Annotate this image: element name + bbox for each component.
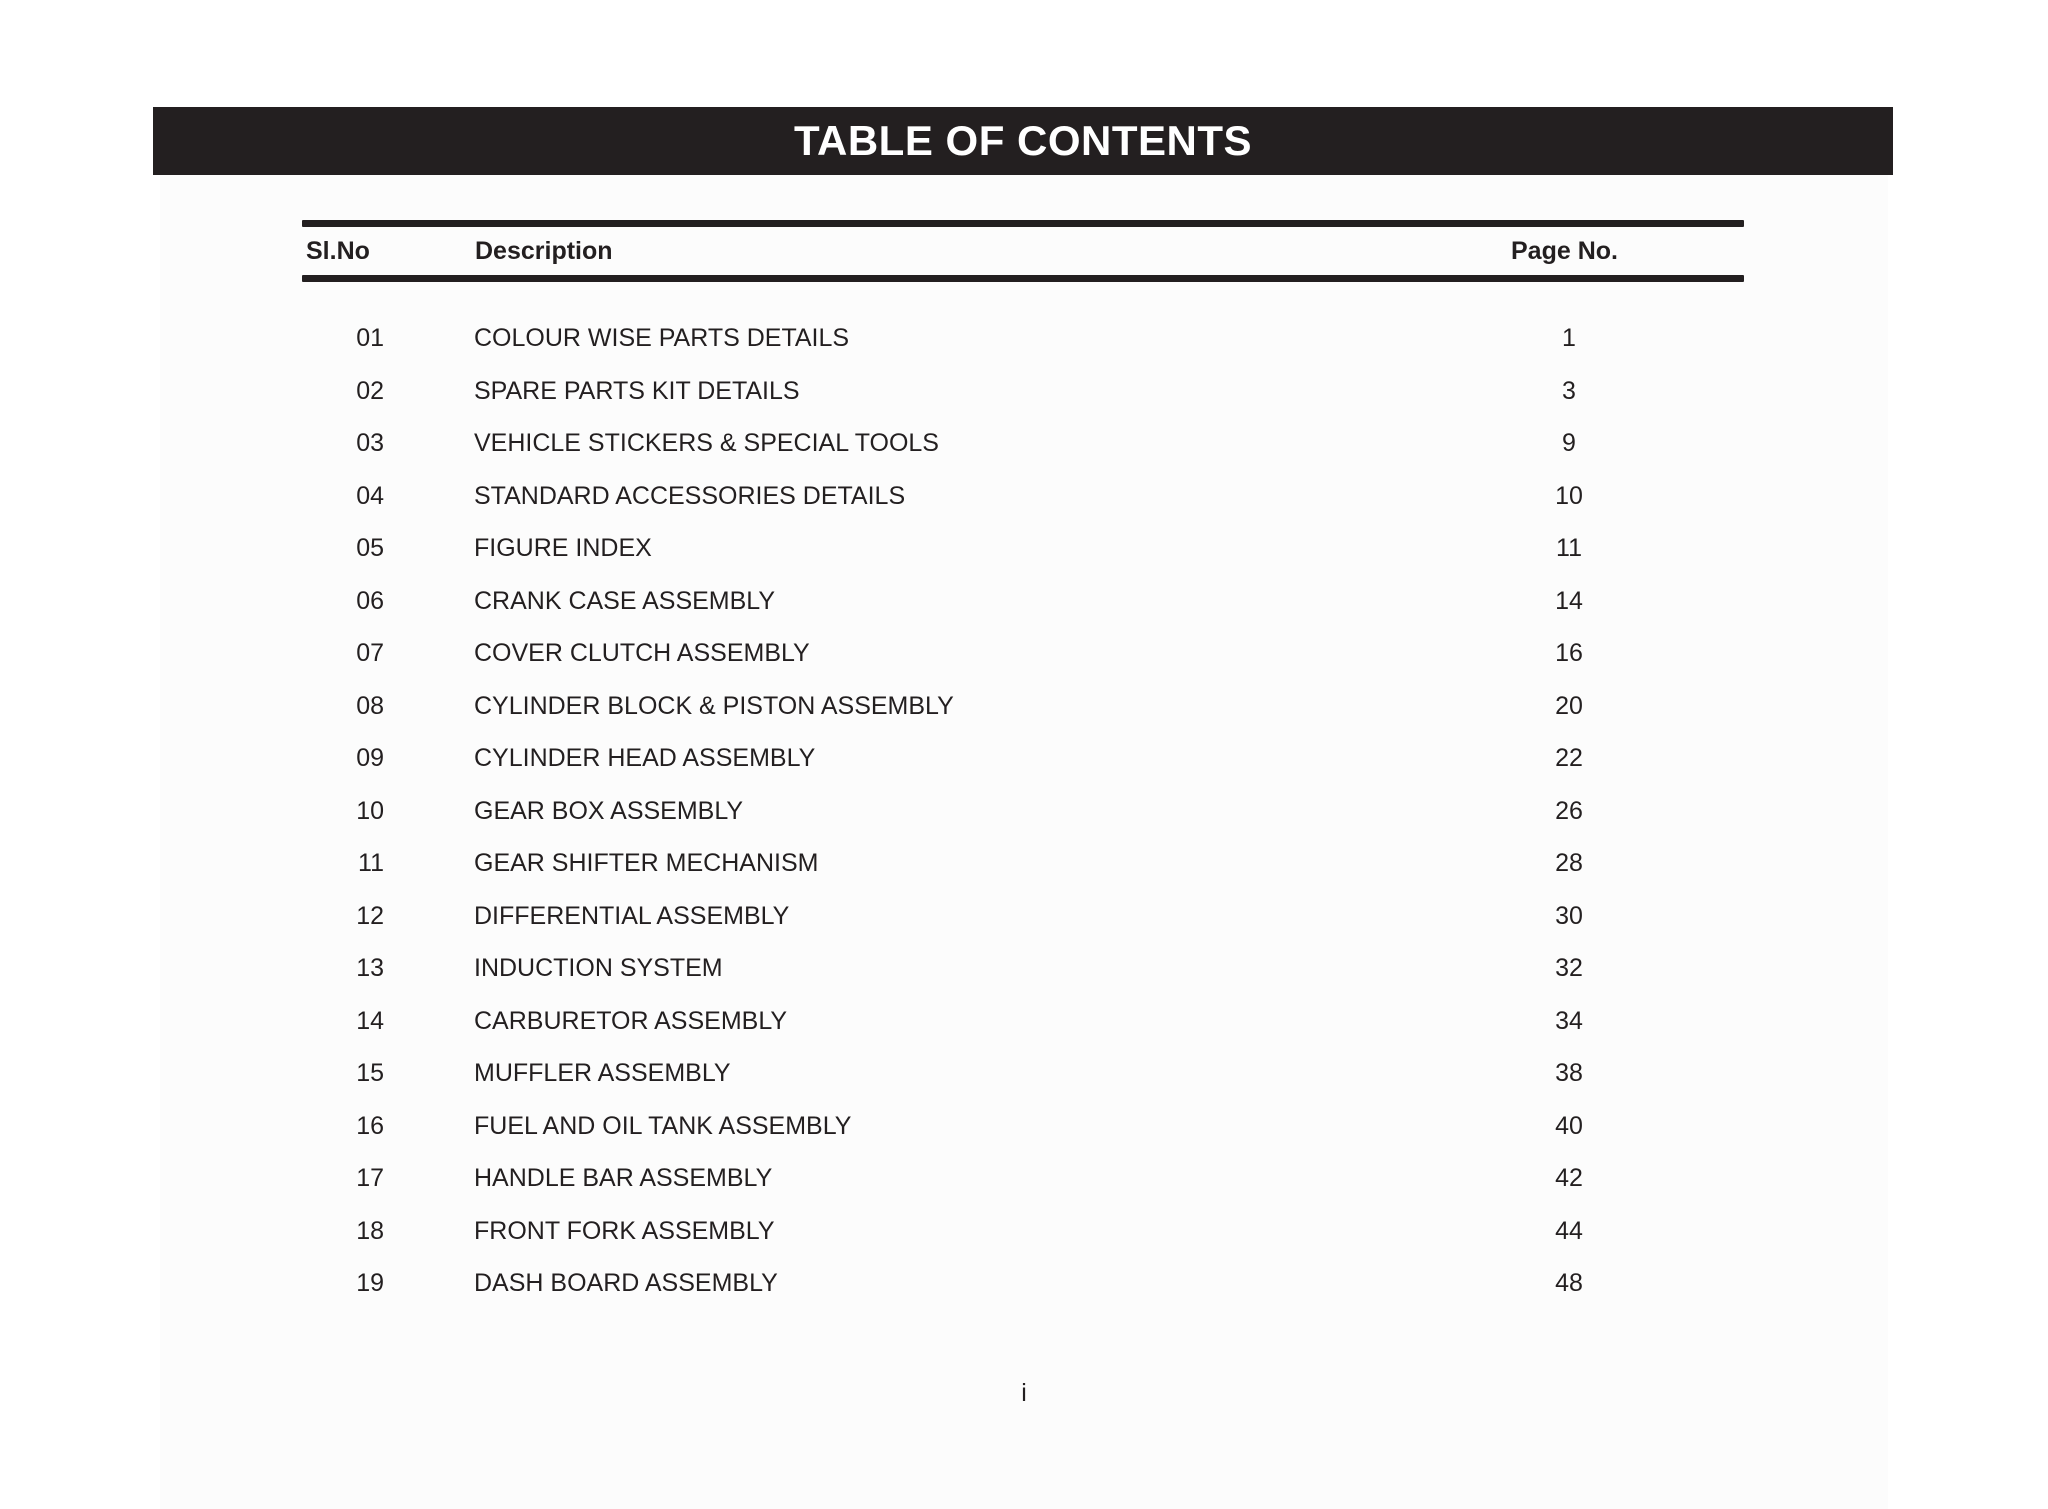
entry-slno: 15 bbox=[356, 1059, 384, 1087]
entry-slno: 04 bbox=[356, 481, 384, 510]
entry-description: CARBURETOR ASSEMBLY bbox=[474, 1006, 788, 1035]
table-row bbox=[302, 470, 1744, 523]
page-title: TABLE OF CONTENTS bbox=[793, 117, 1253, 164]
entry-description: DASH BOARD ASSEMBLY bbox=[474, 1269, 778, 1297]
entry-slno: 14 bbox=[356, 1006, 384, 1035]
entry-page-number: 16 bbox=[1555, 639, 1583, 667]
entry-slno: 13 bbox=[356, 954, 384, 982]
entry-page-number: 1 bbox=[1562, 324, 1576, 352]
entry-description: MUFFLER ASSEMBLY bbox=[474, 1059, 731, 1087]
table-row bbox=[302, 627, 1744, 680]
entry-page-number: 14 bbox=[1555, 586, 1583, 615]
table-row bbox=[302, 732, 1744, 785]
entry-description: COVER CLUTCH ASSEMBLY bbox=[474, 639, 810, 667]
entry-page-number: 38 bbox=[1555, 1059, 1583, 1087]
header-top-rule bbox=[302, 220, 1744, 227]
entry-slno: 05 bbox=[356, 534, 384, 562]
entry-description: GEAR SHIFTER MECHANISM bbox=[474, 849, 819, 877]
entry-page-number: 30 bbox=[1555, 901, 1583, 930]
entry-description: FRONT FORK ASSEMBLY bbox=[474, 1216, 775, 1245]
entry-slno: 11 bbox=[358, 849, 384, 877]
table-row bbox=[302, 995, 1744, 1048]
entry-slno: 07 bbox=[356, 639, 384, 667]
entry-description: CYLINDER BLOCK & PISTON ASSEMBLY bbox=[474, 691, 954, 720]
table-row bbox=[302, 365, 1744, 418]
table-row bbox=[302, 1047, 1744, 1100]
entry-slno: 19 bbox=[356, 1269, 384, 1297]
entry-slno: 12 bbox=[356, 901, 384, 930]
entry-page-number: 9 bbox=[1562, 429, 1576, 457]
table-row bbox=[302, 680, 1744, 733]
table-row bbox=[302, 1257, 1744, 1310]
entry-slno: 09 bbox=[356, 744, 384, 772]
table-header bbox=[302, 227, 1744, 275]
entry-page-number: 3 bbox=[1562, 376, 1576, 405]
entry-description: DIFFERENTIAL ASSEMBLY bbox=[474, 901, 790, 930]
entry-page-number: 10 bbox=[1555, 481, 1583, 510]
entry-description: VEHICLE STICKERS & SPECIAL TOOLS bbox=[474, 429, 939, 457]
entry-description: INDUCTION SYSTEM bbox=[474, 954, 723, 982]
table-row bbox=[302, 575, 1744, 628]
table-row bbox=[302, 890, 1744, 943]
table-row bbox=[302, 522, 1744, 575]
title-banner bbox=[153, 107, 1893, 175]
entry-description: FUEL AND OIL TANK ASSEMBLY bbox=[474, 1111, 852, 1140]
column-header-page: Page No. bbox=[1511, 237, 1618, 265]
header-bottom-rule bbox=[302, 275, 1744, 282]
entry-page-number: 48 bbox=[1555, 1269, 1583, 1297]
table-row bbox=[302, 1152, 1744, 1205]
entry-description: STANDARD ACCESSORIES DETAILS bbox=[474, 481, 906, 510]
entry-description: FIGURE INDEX bbox=[474, 534, 652, 562]
entry-slno: 06 bbox=[356, 586, 384, 615]
entry-description: CRANK CASE ASSEMBLY bbox=[474, 586, 776, 615]
entry-page-number: 20 bbox=[1555, 691, 1583, 720]
table-row bbox=[302, 785, 1744, 838]
column-header-description: Description bbox=[475, 237, 613, 265]
table-row bbox=[302, 417, 1744, 470]
entry-slno: 01 bbox=[356, 324, 384, 352]
entry-slno: 10 bbox=[356, 796, 384, 825]
entry-page-number: 34 bbox=[1555, 1006, 1583, 1035]
entry-page-number: 44 bbox=[1555, 1216, 1583, 1245]
column-header-slno: Sl.No bbox=[306, 237, 370, 265]
entry-page-number: 32 bbox=[1555, 954, 1583, 982]
entry-page-number: 28 bbox=[1555, 849, 1583, 877]
entry-slno: 16 bbox=[356, 1111, 384, 1140]
entry-slno: 17 bbox=[356, 1164, 384, 1192]
page-number: i bbox=[1021, 1379, 1027, 1407]
entry-description: SPARE PARTS KIT DETAILS bbox=[474, 376, 800, 405]
table-row bbox=[302, 312, 1744, 365]
entry-description: GEAR BOX ASSEMBLY bbox=[474, 796, 744, 825]
entry-page-number: 11 bbox=[1556, 534, 1582, 562]
entry-description: CYLINDER HEAD ASSEMBLY bbox=[474, 744, 816, 772]
entry-page-number: 22 bbox=[1555, 744, 1583, 772]
table-row bbox=[302, 1100, 1744, 1153]
table-row bbox=[302, 1205, 1744, 1258]
table-row bbox=[302, 942, 1744, 995]
toc-rows bbox=[302, 312, 1744, 1310]
entry-page-number: 42 bbox=[1555, 1164, 1583, 1192]
entry-description: HANDLE BAR ASSEMBLY bbox=[474, 1164, 773, 1192]
entry-page-number: 26 bbox=[1555, 796, 1583, 825]
entry-slno: 08 bbox=[356, 691, 384, 720]
entry-page-number: 40 bbox=[1555, 1111, 1583, 1140]
entry-slno: 02 bbox=[356, 376, 384, 405]
table-row bbox=[302, 837, 1744, 890]
entry-slno: 18 bbox=[356, 1216, 384, 1245]
entry-description: COLOUR WISE PARTS DETAILS bbox=[474, 324, 850, 352]
entry-slno: 03 bbox=[356, 429, 384, 457]
